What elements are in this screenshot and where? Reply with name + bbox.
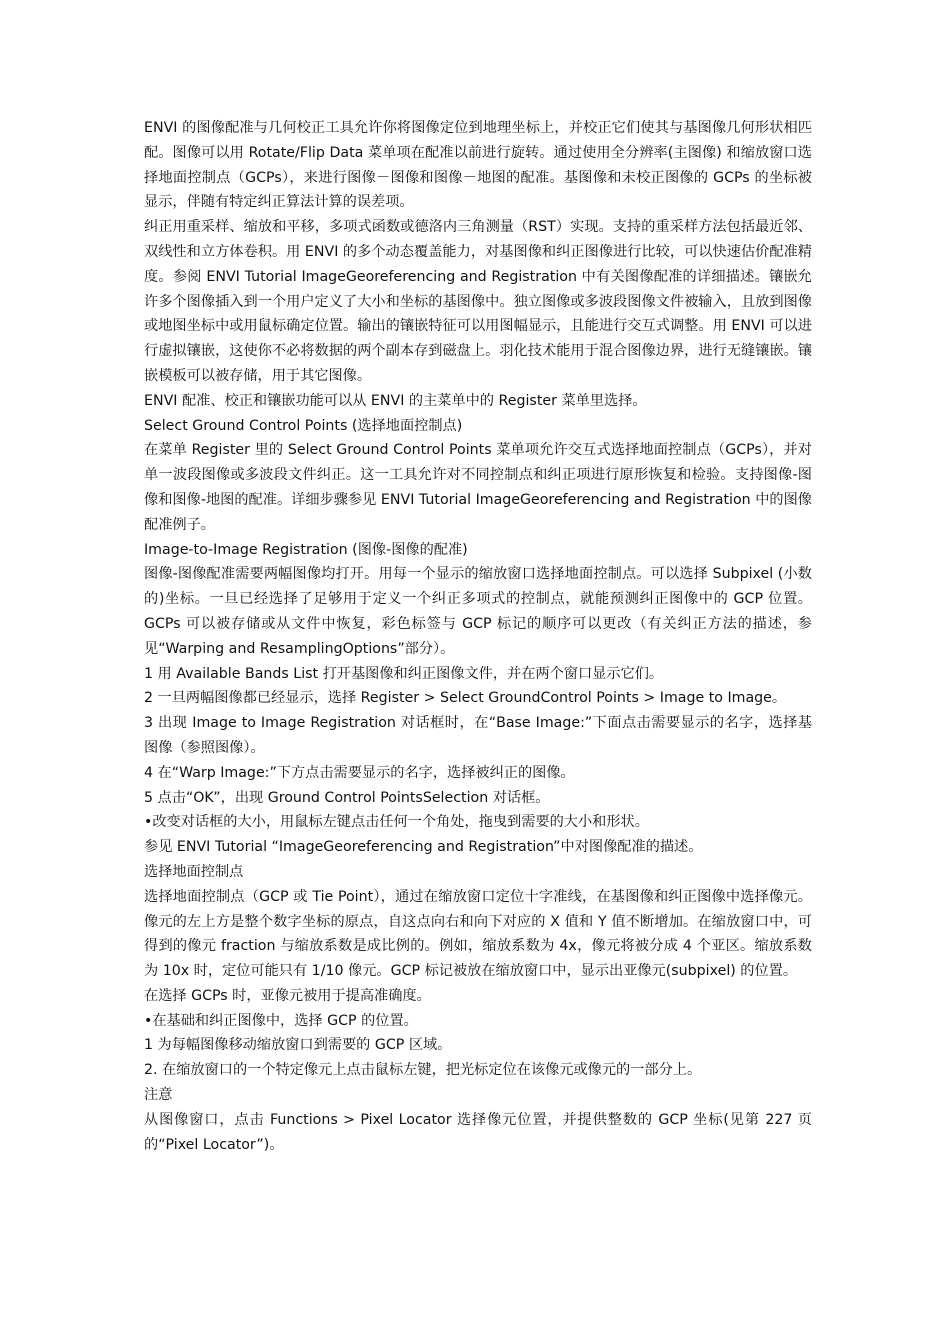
paragraph-see-tutorial: 参见 ENVI Tutorial “ImageGeoreferencing and Registration”中对图像配准的描述。 bbox=[144, 839, 703, 856]
step-1: 1 用 Available Bands List 打开基图像和纠正图像文件，并在两个窗口显示它们。 bbox=[144, 665, 664, 682]
paragraph-intro: ENVI 的图像配准与几何校正工具允许你将图像定位到地理坐标上，并校正它们使其与基图像几何形状相匹配。图像可以用 Rotate/Flip Data 菜单项在配准以前进行旋转。通过使用全分辨率(主图像) 和缩放窗口选择地面控制点（GCPs），来进行图像－图像和图像－地图的配准。基图像和未校正图像的 GCPs 的坐标被显示，伴随有特定纠正算法计算的误差项。 bbox=[144, 120, 812, 211]
heading-select-gcp: Select Ground Control Points (选择地面控制点) bbox=[144, 417, 463, 434]
paragraph-subpixel: 在选择 GCPs 时，亚像元被用于提高准确度。 bbox=[144, 987, 431, 1004]
heading-image-to-image: Image-to-Image Registration (图像-图像的配准) bbox=[144, 541, 468, 558]
step-4: 4 在“Warp Image:”下方点击需要显示的名字，选择被纠正的图像。 bbox=[144, 764, 575, 781]
paragraph-rectification: 纠正用重采样、缩放和平移，多项式函数或德洛内三角测量（RST）实现。支持的重采样方法包括最近邻、双线性和立方体卷积。用 ENVI 的多个动态覆盖能力，对基图像和纠正图像进行比较，可以快速估价配准精度。参阅 ENVI Tutorial ImageGeoreferencing and Registration 中有关图像配准的详细描述。镶嵌允许多个图像插入到一个用户定义了大小和坐标的基图像中。独立图像或多波段图像文件被输入，且放到图像或地图坐标中或用鼠标确定位置。输出的镶嵌特征可以用图幅显示，且能进行交互式调整。用 ENVI 可以进行虚拟镶嵌，这使你不必将数据的两个副本存到磁盘上。羽化技术能用于混合图像边界，进行无缝镶嵌。镶嵌模板可以被存储，用于其它图像。 bbox=[144, 219, 812, 384]
document-body bbox=[144, 116, 812, 1157]
step-2: 2 一旦两幅图像都已经显示，选择 Register > Select GroundControl Points > Image to Image。 bbox=[144, 690, 787, 707]
paragraph-image-to-image: 图像-图像配准需要两幅图像均打开。用每一个显示的缩放窗口选择地面控制点。可以选择 Subpixel (小数的)坐标。一旦已经选择了足够用于定义一个纠正多项式的控制点，就能预测纠正图像中的 GCP 位置。GCPs 可以被存储或从文件中恢复，彩色标签与 GCP 标记的顺序可以更改（有关纠正方法的描述，参见“Warping and ResamplingOptions”部分）。 bbox=[144, 566, 812, 657]
gcp-step-1: 1 为每幅图像移动缩放窗口到需要的 GCP 区域。 bbox=[144, 1037, 452, 1054]
paragraph-select-gcp: 在菜单 Register 里的 Select Ground Control Points 菜单项允许交互式选择地面控制点（GCPs），并对单一波段图像或多波段文件纠正。这一工具允许对不同控制点和纠正项进行原形恢复和检验。支持图像-图像和图像-地图的配准。详细步骤参见 ENVI Tutorial ImageGeoreferencing and Registration 中的图像配准例子。 bbox=[144, 442, 812, 533]
heading-choose-gcp: 选择地面控制点 bbox=[144, 863, 244, 880]
step-5: 5 点击“OK”，出现 Ground Control PointsSelection 对话框。 bbox=[144, 789, 550, 806]
bullet-select-gcp-location: •在基础和纠正图像中，选择 GCP 的位置。 bbox=[144, 1012, 418, 1029]
paragraph-choose-gcp: 选择地面控制点（GCP 或 Tie Point），通过在缩放窗口定位十字准线，在基图像和纠正图像中选择像元。像元的左上方是整个数字坐标的原点，自这点向右和向下对应的 X 值和 Y 值不断增加。在缩放窗口中，可得到的像元 fraction 与缩放系数是成比例的。例如，缩放系数为 4x，像元将被分成 4 个亚区。缩放系数为 10x 时，定位可能只有 1/10 像元。GCP 标记被放在缩放窗口中，显示出亚像元(subpixel) 的位置。 bbox=[144, 888, 812, 980]
bullet-resize-dialog: •改变对话框的大小，用鼠标左键点击任何一个角处，拖曳到需要的大小和形状。 bbox=[144, 814, 649, 831]
paragraph-register-menu: ENVI 配准、校正和镶嵌功能可以从 ENVI 的主菜单中的 Register 菜单里选择。 bbox=[144, 392, 647, 409]
paragraph-pixel-locator: 从图像窗口，点击 Functions > Pixel Locator 选择像元位置，并提供整数的 GCP 坐标(见第 227 页的“Pixel Locator”)。 bbox=[144, 1111, 812, 1153]
step-3: 3 出现 Image to Image Registration 对话框时，在“Base Image:”下面点击需要显示的名字，选择基图像（参照图像）。 bbox=[144, 715, 812, 756]
note-heading: 注意 bbox=[144, 1087, 173, 1104]
gcp-step-2: 2. 在缩放窗口的一个特定像元上点击鼠标左键，把光标定位在该像元或像元的一部分上。 bbox=[144, 1062, 702, 1079]
